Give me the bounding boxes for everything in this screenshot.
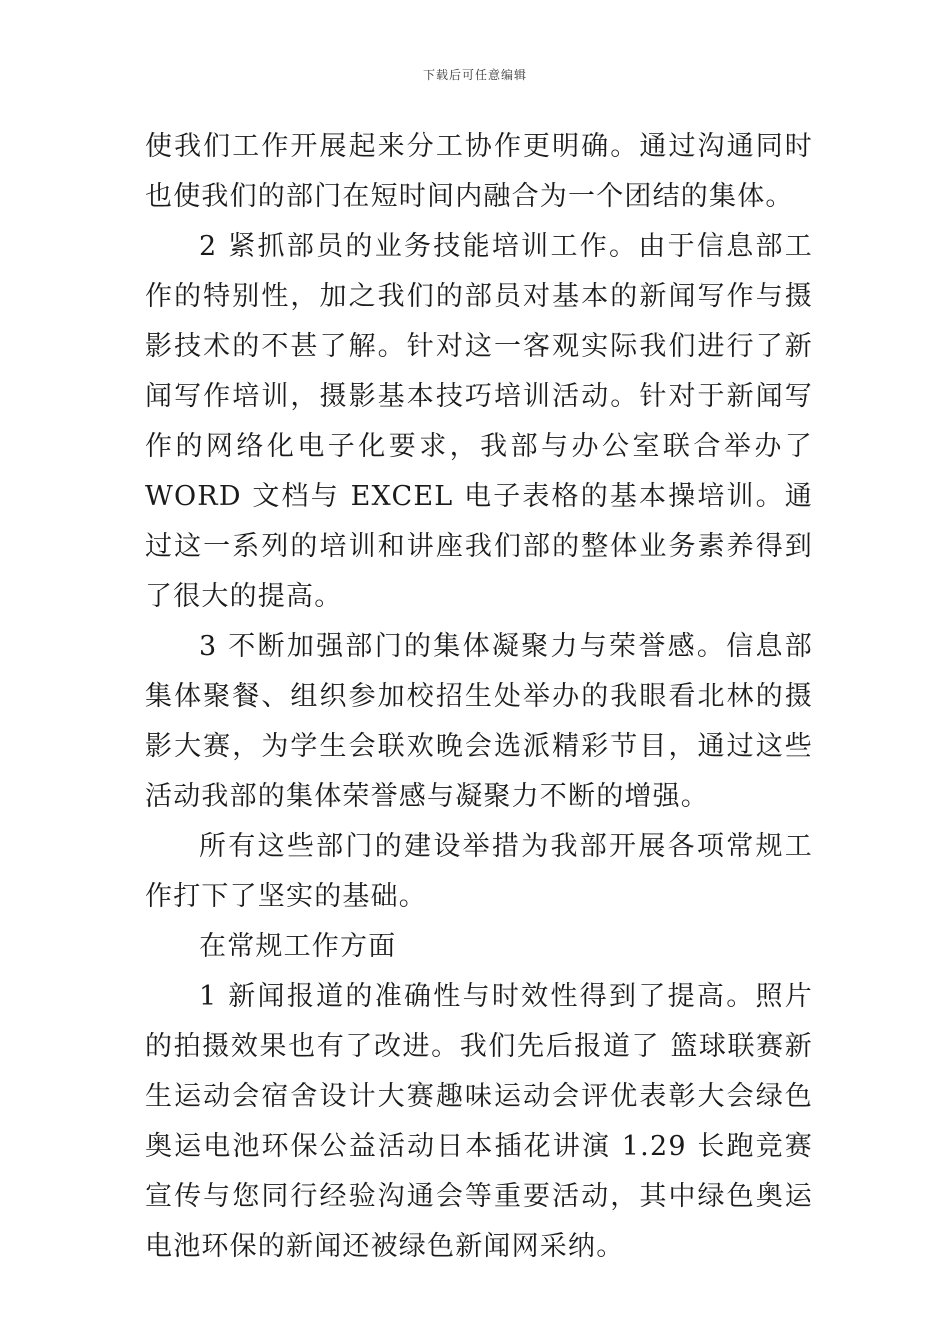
header-note: 下载后可任意编辑: [422, 68, 527, 82]
paragraph-6: 1 新闻报道的准确性与时效性得到了提高。照片的拍摄效果也有了改进。我们先后报道了 篮球联赛新生运动会宿舍设计大赛趣味运动会评优表彰大会绿色奥运电池环保公益活动日本插花讲演 1.29 长跑竞赛宣传与您同行经验沟通会等重要活动，其中绿色奥运电池环保的新闻还被绿色新闻网采纳。: [145, 981, 813, 1262]
paragraph-3: 3 不断加强部门的集体凝聚力与荣誉感。信息部集体聚餐、组织参加校招生处举办的我眼看北林的摄影大赛，为学生会联欢晚会选派精彩节目，通过这些活动我部的集体荣誉感与凝聚力不断的增强。: [145, 631, 813, 812]
paragraph-2: 2 紧抓部员的业务技能培训工作。由于信息部工作的特别性，加之我们的部员对基本的新闻写作与摄影技术的不甚了解。针对这一客观实际我们进行了新闻写作培训，摄影基本技巧培训活动。针对于新闻写作的网络化电子化要求，我部与办公室联合举办了 WORD 文档与 EXCEL 电子表格的基本操培训。通过这一系列的培训和讲座我们部的整体业务素养得到了很大的提高。: [145, 231, 813, 612]
body-text: [145, 122, 813, 1272]
paragraph-5: 在常规工作方面: [199, 931, 397, 962]
paragraph-1: 使我们工作开展起来分工协作更明确。通过沟通同时也使我们的部门在短时间内融合为一个团结的集体。: [145, 131, 813, 212]
paragraph-4: 所有这些部门的建设举措为我部开展各项常规工作打下了坚实的基础。: [145, 831, 813, 912]
